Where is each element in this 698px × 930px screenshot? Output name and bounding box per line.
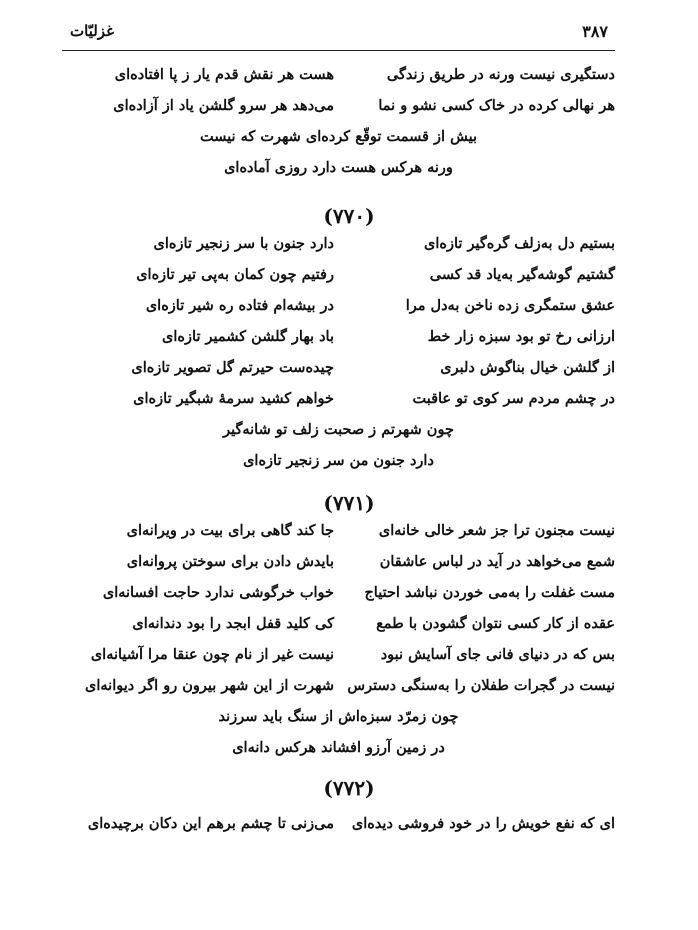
ghazal-number: (۷۷۰) (323, 204, 375, 228)
hemistich-first: عشق ستمگری زده ناخن به‌دل مرا (405, 297, 615, 314)
ghazal-number: (۷۷۲) (323, 776, 375, 800)
couplet (62, 266, 615, 297)
ghazal-771 (62, 522, 615, 770)
couplet (62, 522, 615, 553)
hemistich-first: بستیم دل به‌زلف گره‌گیر تازه‌ای (423, 235, 615, 252)
couplet (62, 66, 615, 97)
hemistich-second: رفتیم چون کمان به‌پی تیر تازه‌ای (136, 266, 334, 283)
hemistich-second: خواهم کشید سرمهٔ شبگیر تازه‌ای (133, 390, 334, 407)
hemistich-first: دستگیری نیست ورنه در طریق زندگی (386, 66, 615, 83)
ghazal-772 (62, 815, 615, 846)
couplet (62, 297, 615, 328)
closing-line: چون شهرتم ز صحبت زلف تو شانه‌گیر (223, 421, 454, 438)
hemistich-second: در بیشه‌ام فتاده ره شیر تازه‌ای (145, 297, 334, 314)
hemistich-second: خواب خرگوشی ندارد حاجت افسانه‌ای (102, 584, 334, 601)
hemistich-second: هست هر نقش قدم یار ز پا افتاده‌ای (114, 66, 334, 83)
hemistich-first: عقده از کار کسی نتوان گشودن با طمع (376, 615, 615, 632)
hemistich-first: در چشم مردم سر کوی تو عاقبت (412, 390, 615, 407)
couplet (62, 615, 615, 646)
hemistich-first: نیست مجنون ترا جز شعر خالی خانه‌ای (378, 522, 615, 539)
ghazal-number: (۷۷۱) (323, 491, 375, 515)
hemistich-second: دارد جنون با سر زنجیر تازه‌ای (153, 235, 334, 252)
running-title: غزلیّات (70, 22, 114, 40)
hemistich-second: باد بهار گلشن کشمیر تازه‌ای (162, 328, 334, 345)
hemistich-second: جا کند گاهی برای بیت در ویرانه‌ای (126, 522, 334, 539)
hemistich-second: می‌زنی تا چشم برهم این دکان برچیده‌ای (87, 815, 334, 832)
hemistich-first: ارزانی رخ تو بود سبزه زار خط (427, 328, 615, 345)
hemistich-second: چیده‌ست حیرتم گل تصویر تازه‌ای (131, 359, 334, 376)
hemistich-first: شمع می‌خواهد در آید در لباس عاشقان (379, 553, 615, 570)
couplet (62, 97, 615, 128)
hemistich-first: ای که نفع خویش را در خود فروشی دیده‌ای (351, 815, 615, 832)
hemistich-first: از گلشن خیال بناگوش دلبری (440, 359, 615, 376)
page-number: ۳۸۷ (582, 22, 608, 41)
hemistich-first: هر نهالی کرده در خاک کسی نشو و نما (378, 97, 615, 114)
hemistich-second: بایدش دادن برای سوختن پروانه‌ای (126, 553, 334, 570)
hemistich-first: بس که در دنیای فانی جای آسایش نبود (380, 646, 615, 663)
hemistich-second: نیست غیر از نام چون عنقا مرا آشیانه‌ای (90, 646, 334, 663)
couplet (62, 584, 615, 615)
closing-line: بیش از قسمت توقّع کرده‌ای شهرت که نیست (199, 128, 477, 145)
couplet (62, 390, 615, 421)
hemistich-first: نیست در گجرات طفلان را به‌سنگی دسترس (347, 677, 615, 694)
hemistich-first: مست غفلت را به‌می خوردن نباشد احتیاج (364, 584, 615, 601)
closing-line: در زمین آرزو افشاند هرکس دانه‌ای (232, 739, 445, 756)
hemistich-second: شهرت از این شهر بیرون رو اگر دیوانه‌ای (85, 677, 334, 694)
couplet (62, 359, 615, 390)
hemistich-second: کی کلید قفل ابجد را بود دندانه‌ای (132, 615, 334, 632)
couplet (62, 646, 615, 677)
page-header (70, 22, 608, 44)
closing-line: چون زمرّد سبزه‌اش از سنگ باید سرزند (218, 708, 459, 725)
couplet (62, 677, 615, 708)
couplet (62, 235, 615, 266)
couplet (62, 328, 615, 359)
intro-section (62, 66, 615, 190)
header-rule (62, 50, 615, 51)
closing-line: ورنه هرکس هست دارد روزی آماده‌ای (224, 159, 453, 176)
couplet (62, 815, 615, 846)
hemistich-second: می‌دهد هر سرو گلشن یاد از آزاده‌ای (113, 97, 334, 114)
ghazal-770 (62, 235, 615, 483)
closing-line: دارد جنون من سر زنجیر تازه‌ای (243, 452, 434, 469)
hemistich-first: گشتیم گوشه‌گیر به‌یاد قد کسی (429, 266, 615, 283)
couplet (62, 553, 615, 584)
